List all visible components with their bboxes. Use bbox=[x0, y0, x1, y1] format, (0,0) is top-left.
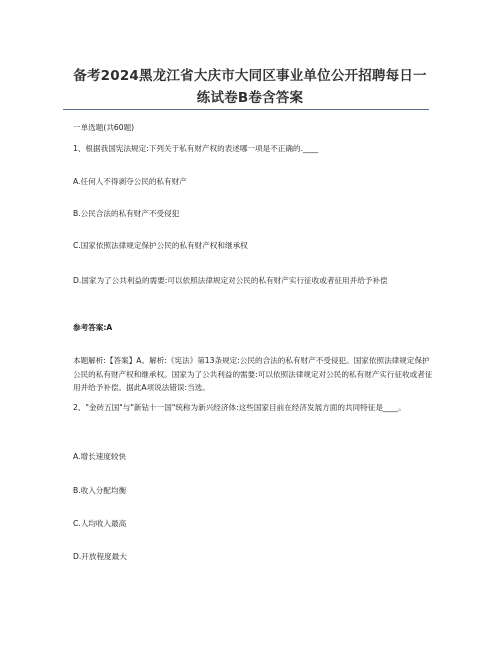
question-1-answer: 参考答案:A bbox=[73, 323, 113, 332]
document-title-line1: 备考2024黑龙江省大庆市大同区事业单位公开招聘每日一 bbox=[73, 68, 427, 84]
question-1-option-a: A.任何人不得剥夺公民的私有财产 bbox=[73, 177, 187, 186]
question-1-option-c: C.国家依照法律规定保护公民的私有财产权和继承权 bbox=[73, 241, 248, 250]
question-2-stem: 2、"金砖五国"与"新钻十一国"统称为新兴经济体:这些国家目前在经济发展方面的共同特征是____。 bbox=[73, 403, 406, 412]
question-1-option-b: B.公民合法的私有财产不受侵犯 bbox=[73, 209, 180, 218]
question-1-explanation: 本题解析:【答案】A。解析:《宪法》第13条规定:公民的合法的私有财产不受侵犯。国家依照法律规定保护公民的私有财产权和继承权。国家为了公共利益的需要:可以依照法律规定对公民的私有财产实行征收或者征用并给予补偿。据此A项说法错误:当选。 bbox=[73, 356, 433, 392]
title-divider bbox=[63, 109, 429, 110]
question-2-option-a: A.增长速度较快 bbox=[73, 452, 127, 461]
question-2-option-c: C.人均收入最高 bbox=[73, 519, 127, 528]
question-2-option-d: D.开放程度最大 bbox=[73, 552, 127, 561]
question-1-stem: 1、根据我国宪法规定:下列关于私有财产权的表述哪一项是不正确的.____ bbox=[73, 144, 319, 153]
question-2-option-b: B.收入分配均衡 bbox=[73, 486, 127, 495]
section-heading: 一单选题(共60题) bbox=[73, 123, 135, 132]
document-title-line2: 练试卷B卷含答案 bbox=[196, 90, 304, 106]
question-1-option-d: D.国家为了公共利益的需要:可以依照法律规定对公民的私有财产实行征收或者征用并给予补偿 bbox=[73, 276, 388, 285]
